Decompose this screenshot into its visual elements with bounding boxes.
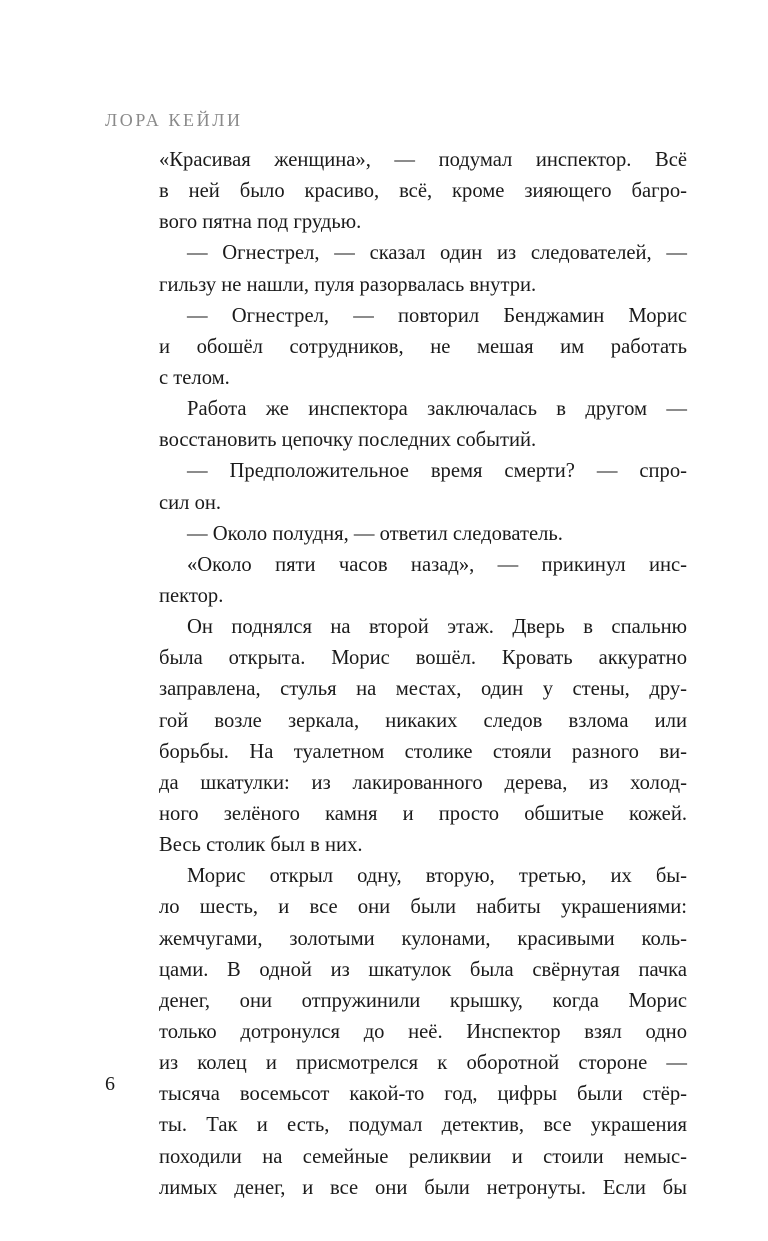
text-line: заправлена, стулья на местах, один у стены, дру-	[159, 678, 687, 701]
body-text	[159, 145, 687, 1204]
text-line: жемчугами, золотыми кулонами, красивыми коль-	[159, 927, 687, 950]
text-line: борьбы. На туалетном столике стояли разного ви-	[159, 740, 687, 763]
text-line: Весь столик был в них.	[159, 834, 363, 857]
text-line: походили на семейные реликвии и стоили немыс-	[159, 1145, 687, 1168]
page-number: 6	[105, 1073, 115, 1095]
text-line: лимых денег, и все они были нетронуты. Если бы	[159, 1176, 687, 1199]
text-line: с телом.	[159, 366, 230, 389]
text-line: в ней было красиво, всё, кроме зияющего багро-	[159, 180, 687, 203]
text-line: цами. В одной из шкатулок была свёрнутая пачка	[159, 958, 687, 981]
text-line: гильзу не нашли, пуля разорвалась внутри.	[159, 273, 537, 296]
text-line: Работа же инспектора заключалась в другом —	[187, 398, 687, 421]
text-line: «Около пяти часов назад», — прикинул инс-	[187, 553, 687, 576]
text-line: Морис открыл одну, вторую, третью, их бы-	[187, 865, 687, 888]
text-line: денег, они отпружинили крышку, когда Морис	[159, 989, 687, 1012]
text-line: ного зелёного камня и просто обшитые кожей.	[159, 802, 687, 825]
text-line: была открыта. Морис вошёл. Кровать аккуратно	[159, 647, 687, 670]
text-line: «Красивая женщина», — подумал инспектор. Всё	[159, 149, 687, 171]
text-line: — Огнестрел, — повторил Бенджамин Морис	[187, 304, 687, 327]
text-line: — Огнестрел, — сказал один из следователей, —	[187, 242, 687, 265]
text-line: и обошёл сотрудников, не мешая им работать	[159, 335, 687, 358]
text-line: — Около полудня, — ответил следователь.	[187, 522, 563, 545]
text-line: ло шесть, и все они были набиты украшениями:	[159, 896, 687, 919]
text-line: сил он.	[159, 491, 222, 514]
text-line: — Предположительное время смерти? — спро-	[187, 460, 687, 483]
text-line: восстановить цепочку последних событий.	[159, 429, 537, 452]
text-line: ты. Так и есть, подумал детектив, все украшения	[159, 1114, 687, 1137]
text-line: вого пятна под грудью.	[159, 211, 362, 234]
text-line: тысяча восемьсот какой-то год, цифры были стёр-	[159, 1083, 687, 1106]
text-line: из колец и присмотрелся к оборотной стороне —	[159, 1052, 687, 1075]
text-line: только дотронулся до неё. Инспектор взял одно	[159, 1020, 687, 1043]
text-line: Он поднялся на второй этаж. Дверь в спальню	[187, 616, 687, 639]
running-header-author: ЛОРА КЕЙЛИ	[105, 110, 243, 130]
text-line: да шкатулки: из лакированного дерева, из холод-	[159, 771, 687, 794]
text-line: гой возле зеркала, никаких следов взлома или	[159, 709, 687, 732]
text-line: пектор.	[159, 584, 224, 607]
